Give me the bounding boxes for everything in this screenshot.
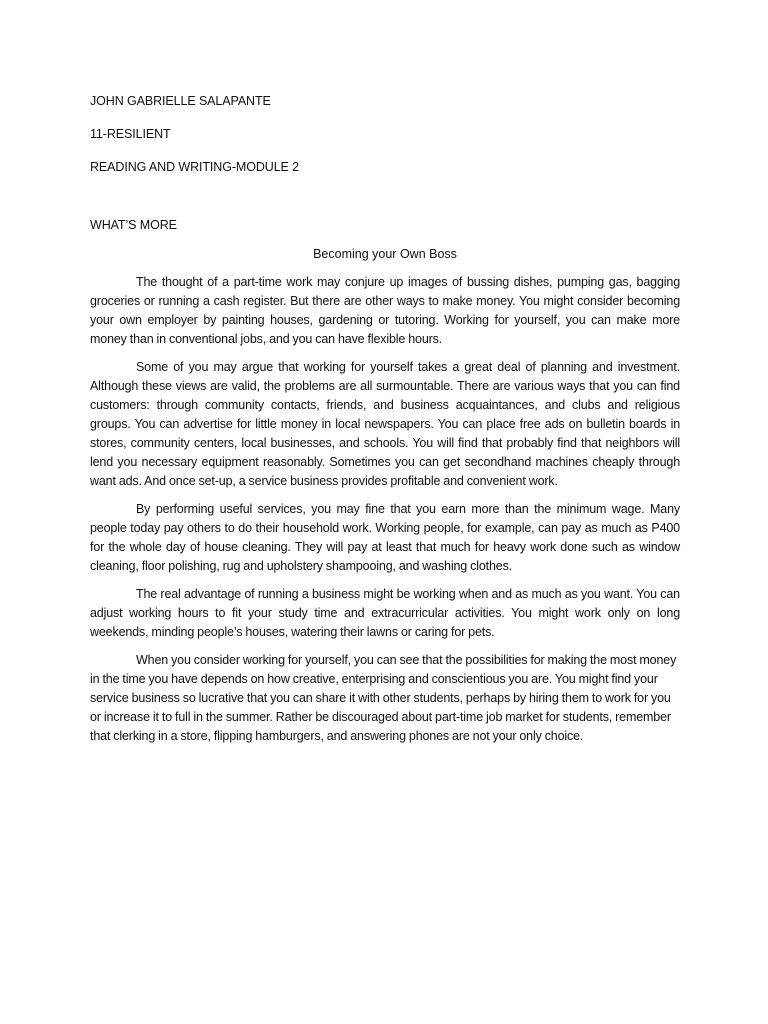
essay-paragraph-2: Some of you may argue that working for yourself takes a great deal of planning and investment. Although these views are valid, the problems are all surmountable. There are various ways that you can find customers: through community contacts, friends, and business acquaintances, and clubs and religious groups. You can advertise for little money in local newspapers. You can place free ads on bulletin boards in stores, community centers, local businesses, and schools. You will find that probably find that neighbors will lend you necessary equipment reasonably. Sometimes you can get secondhand machines cheaply through want ads. And once set-up, a service business provides profitable and convenient work. [90, 360, 680, 488]
essay-paragraph-1: The thought of a part-time work may conjure up images of bussing dishes, pumping gas, bagging groceries or running a cash register. But there are other ways to make money. You might consider becoming your own employer by painting houses, gardening or tutoring. Working for yourself, you can make more money than in conventional jobs, and you can have flexible hours. [90, 275, 680, 346]
subject-module: READING AND WRITING-MODULE 2 [90, 160, 300, 174]
essay-paragraph-4: The real advantage of running a business might be working when and as much as you want. You can adjust working hours to fit your study time and extracurricular activities. You might work only on long weekends, minding people’s houses, watering their lawns or caring for pets. [90, 587, 680, 639]
essay-title: Becoming your Own Boss [313, 247, 457, 261]
section-heading: WHAT’S MORE [90, 218, 177, 232]
student-name: JOHN GABRIELLE SALAPANTE [90, 94, 271, 108]
student-section: 11-RESILIENT [90, 127, 171, 141]
essay-paragraph-3: By performing useful services, you may fine that you earn more than the minimum wage. Many people today pay others to do their household work. Working people, for example, can pay as much as P400 for the whole day of house cleaning. They will pay at least that much for heavy work done such as window cleaning, floor polishing, rug and upholstery shampooing, and washing clothes. [90, 502, 680, 573]
essay-paragraph-5: When you consider working for yourself, you can see that the possibilities for making the most money in the time you have depends on how creative, enterprising and conscientious you are. You might find your service business so lucrative that you can share it with other students, perhaps by hiring them to work for you or increase it to full in the summer. Rather be discouraged about part-time job market for students, remember that clerking in a store, flipping hamburgers, and answering phones are not your only choice. [90, 653, 677, 743]
document-body [90, 92, 680, 746]
